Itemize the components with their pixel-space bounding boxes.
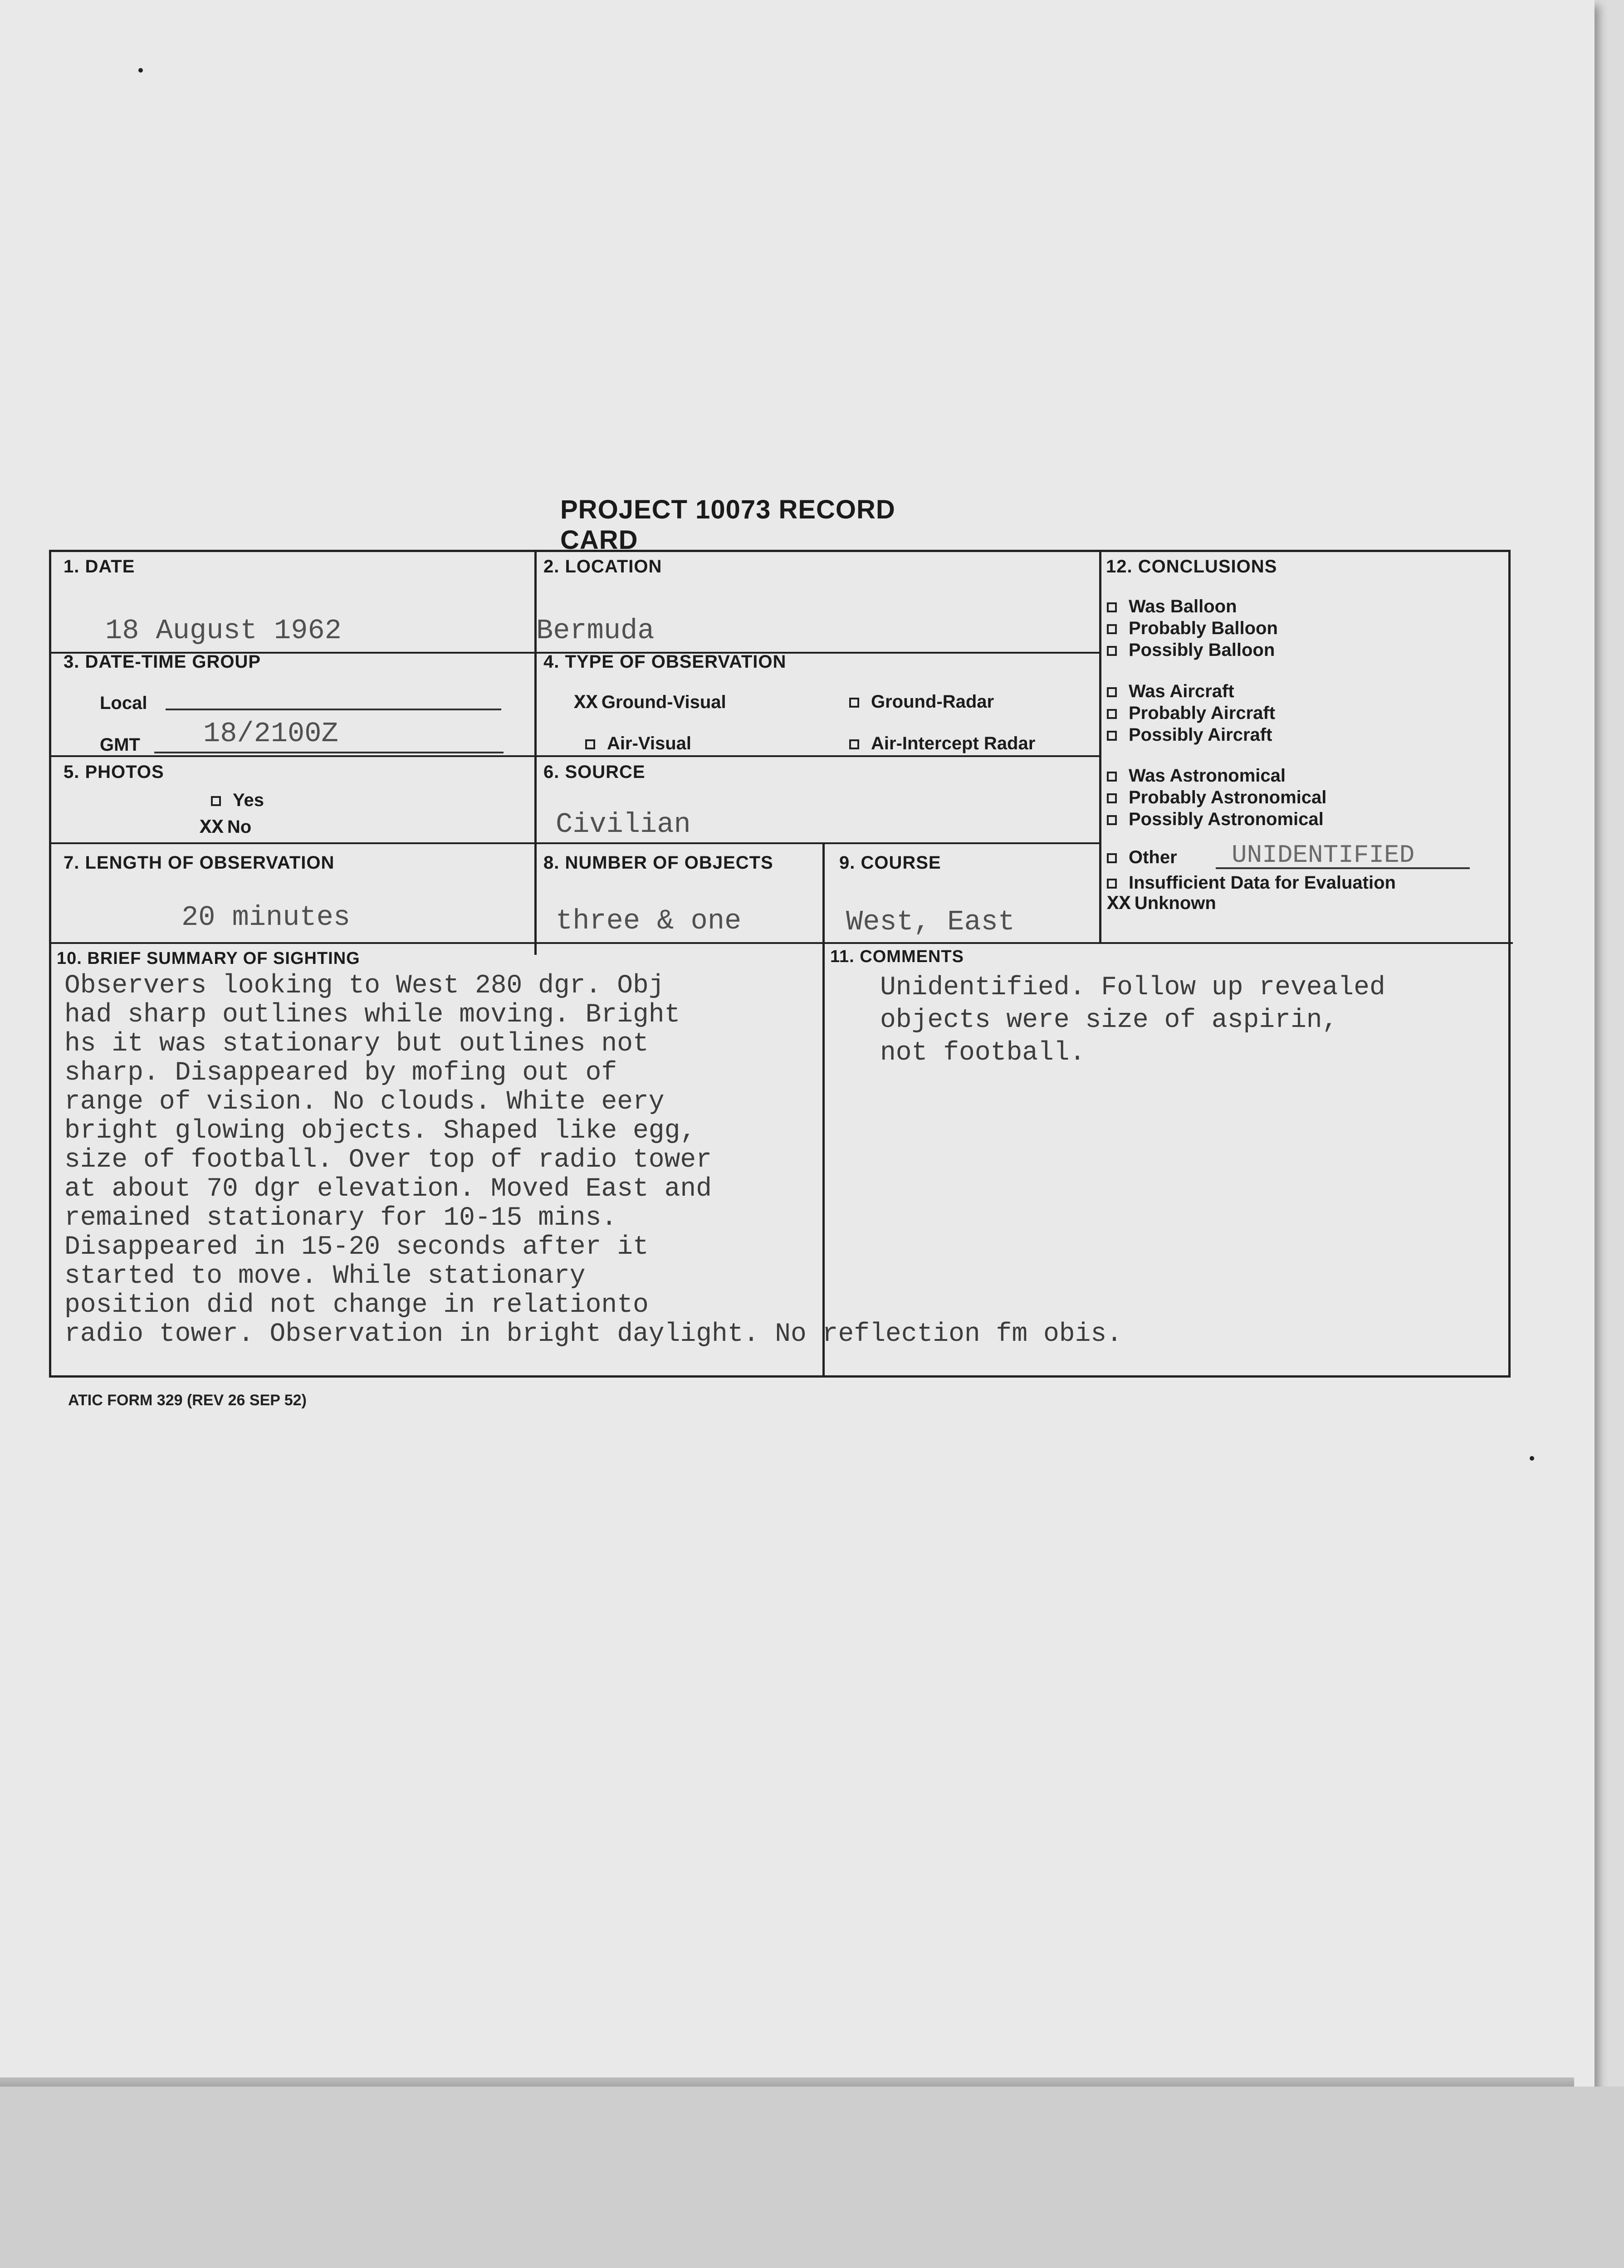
background-sheet	[0, 2087, 1624, 2268]
course-value: West, East	[846, 906, 1015, 938]
source-label: 6. SOURCE	[543, 762, 646, 782]
local-underline	[166, 709, 501, 710]
comments-line: not football.	[880, 1038, 1086, 1068]
summary-line: sharp. Disappeared by mofing out of	[64, 1058, 617, 1088]
conclusion-possibly-balloon: Possibly Balloon	[1107, 640, 1275, 660]
number-label: 8. NUMBER OF OBJECTS	[543, 853, 773, 873]
summary-line: started to move. While stationary	[64, 1261, 586, 1291]
air-intercept-option: Air-Intercept Radar	[849, 733, 1035, 754]
conclusion-possibly-aircraft: Possibly Aircraft	[1107, 725, 1272, 745]
summary-line: at about 70 dgr elevation. Moved East and	[64, 1174, 712, 1204]
conclusion-was-astronomical: Was Astronomical	[1107, 766, 1286, 786]
number-value: three & one	[556, 905, 742, 937]
ground-radar-option: Ground-Radar	[849, 692, 994, 712]
photos-label: 5. PHOTOS	[64, 762, 164, 782]
air-visual-checkbox	[585, 739, 595, 749]
form-footer: ATIC FORM 329 (REV 26 SEP 52)	[68, 1392, 307, 1409]
comments-line: Unidentified. Follow up revealed	[880, 973, 1385, 1002]
conclusion-probably-aircraft: Probably Aircraft	[1107, 703, 1275, 723]
photos-no-check: XX	[200, 816, 224, 839]
conclusions-label: 12. CONCLUSIONS	[1106, 557, 1277, 577]
ground-visual-option: XX Ground-Visual	[574, 692, 726, 714]
air-intercept-checkbox	[849, 739, 859, 749]
summary-line: hs it was stationary but outlines not	[64, 1029, 649, 1059]
summary-line: radio tower. Observation in bright daylight. No reflection fm obis.	[64, 1320, 1122, 1349]
dtg-label: 3. DATE-TIME GROUP	[64, 652, 261, 672]
location-value: Bermuda	[536, 615, 655, 647]
summary-line: Disappeared in 15-20 seconds after it	[64, 1232, 649, 1262]
photos-yes-option: Yes	[211, 790, 264, 811]
date-label: 1. DATE	[64, 557, 135, 577]
local-label: Local	[100, 693, 147, 713]
photos-yes-checkbox	[211, 796, 221, 806]
air-visual-option: Air-Visual	[585, 733, 691, 754]
conclusion-possibly-astronomical: Possibly Astronomical	[1107, 809, 1324, 830]
gmt-value: 18/2100Z	[203, 718, 338, 750]
comments-line: objects were size of aspirin,	[880, 1006, 1338, 1035]
summary-line: had sharp outlines while moving. Bright	[64, 1000, 680, 1030]
summary-line: size of football. Over top of radio tower	[64, 1145, 712, 1175]
card-title: PROJECT 10073 RECORD CARD	[560, 495, 895, 555]
unknown-check: XX	[1107, 893, 1131, 915]
conclusion-was-aircraft: Was Aircraft	[1107, 681, 1234, 702]
other-value: UNIDENTIFIED	[1232, 841, 1415, 870]
photos-no-option: XX No	[200, 816, 252, 839]
course-label: 9. COURSE	[839, 853, 941, 873]
film-speck	[138, 68, 143, 73]
conclusion-probably-balloon: Probably Balloon	[1107, 618, 1278, 639]
date-value: 18 August 1962	[105, 615, 342, 647]
comments-label: 11. COMMENTS	[830, 947, 964, 966]
film-speck	[1530, 1456, 1534, 1461]
conclusion-insufficient-data: Insufficient Data for Evaluation	[1107, 873, 1396, 893]
conclusion-other: Other	[1107, 847, 1177, 868]
comments-text	[880, 972, 1385, 1070]
length-value: 20 minutes	[181, 901, 351, 934]
location-label: 2. LOCATION	[543, 557, 662, 577]
gmt-label: GMT	[100, 735, 140, 755]
length-label: 7. LENGTH OF OBSERVATION	[64, 853, 335, 873]
ground-radar-checkbox	[849, 698, 859, 708]
summary-line: remained stationary for 10-15 mins.	[64, 1203, 617, 1233]
summary-line: Observers looking to West 280 dgr. Obj	[64, 971, 665, 1001]
conclusion-probably-astronomical: Probably Astronomical	[1107, 787, 1326, 808]
summary-line: position did not change in relationto	[64, 1290, 649, 1320]
gmt-underline	[154, 752, 504, 753]
ground-visual-check: XX	[574, 692, 598, 714]
source-value: Civilian	[556, 808, 691, 841]
conclusion-unknown: XX Unknown	[1107, 893, 1216, 915]
summary-line: bright glowing objects. Shaped like egg,	[64, 1116, 696, 1146]
summary-line: range of vision. No clouds. White eery	[64, 1087, 665, 1117]
summary-label: 10. BRIEF SUMMARY OF SIGHTING	[57, 949, 360, 968]
conclusion-was-balloon: Was Balloon	[1107, 596, 1237, 617]
type-label: 4. TYPE OF OBSERVATION	[543, 652, 787, 672]
